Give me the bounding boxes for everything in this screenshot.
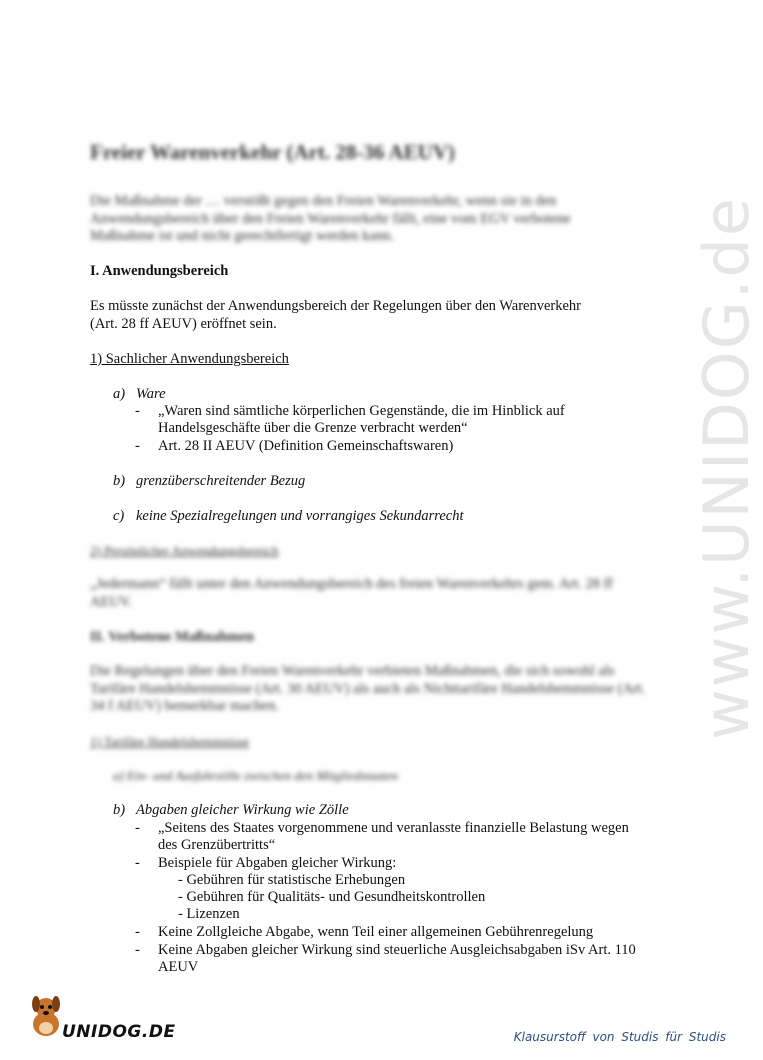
bullet-ware-def-line-1: „Waren sind sämtliche körperlichen Gegenstände, die im Hinblick auf (158, 403, 565, 419)
bullet-dash: - (135, 438, 140, 454)
persoenlich-text: „Jedermann“ fällt unter den Anwendungsbereich des freien Warenverkehrs gem. Art. 28 ff AEUV. (90, 576, 613, 610)
sub-bullet-lizenzen: - Lizenzen (178, 906, 240, 922)
logo-text: UNIDOG.DE (62, 1022, 176, 1042)
item-label-spezial: keine Spezialregelungen und vorrangiges Sekundarrecht (136, 508, 464, 524)
subheading-sachlich: 1) Sachlicher Anwendungsbereich (90, 351, 289, 367)
item-zoelle: a) Ein- und Ausfuhrzölle zwischen den Mitgliedstaaten (113, 768, 399, 783)
section-heading-anwendungsbereich: I. Anwendungsbereich (90, 263, 229, 279)
document-title: Freier Warenverkehr (Art. 28-36 AEUV) (90, 140, 455, 164)
section-text-line-1: Es müsste zunächst der Anwendungsbereich der Regelungen über den Warenverkehr (90, 298, 581, 314)
section-heading-verbotene: II. Verbotene Maßnahmen (90, 629, 254, 645)
item-marker-c: c) (113, 508, 125, 524)
footer-tagline: Klausurstoff von Studis für Studis (513, 1030, 726, 1044)
bullet-ausgleichsabgaben-line-2: AEUV (158, 959, 199, 975)
item-marker-b2: b) (113, 802, 126, 818)
bullet-dash: - (135, 820, 140, 836)
subheading-persoenlich: 2) Persönlicher Anwendungsbereich (90, 543, 279, 558)
bullet-abgaben-def-line-2: des Grenzübertritts“ (158, 837, 276, 853)
bullet-dash: - (135, 942, 140, 958)
section-text-line-2: (Art. 28 ff AEUV) eröffnet sein. (90, 316, 277, 332)
sub-bullet-statistik: - Gebühren für statistische Erhebungen (178, 872, 406, 888)
item-marker-b: b) (113, 473, 126, 489)
item-label-bezug: grenzüberschreitender Bezug (136, 473, 306, 489)
bullet-art28: Art. 28 II AEUV (Definition Gemeinschaftswaren) (158, 438, 454, 454)
item-label-abgaben: Abgaben gleicher Wirkung wie Zölle (136, 802, 349, 818)
item-marker-a: a) (113, 386, 126, 402)
sub-bullet-kontrollen: - Gebühren für Qualitäts- und Gesundheitskontrollen (178, 889, 486, 905)
bullet-dash: - (135, 924, 140, 940)
watermark: www.UNIDOG.de (690, 196, 763, 740)
bullet-keine-zollgleiche: Keine Zollgleiche Abgabe, wenn Teil einer allgemeinen Gebührenregelung (158, 924, 594, 940)
bullet-dash: - (135, 403, 140, 419)
intro-paragraph: Die Maßnahme der … verstößt gegen den Freien Warenverkehr, wenn sie in den Anwendungsbereich über den Freien Warenverkehr fällt, eine vom EGV verbotene Maßnahme ist und nicht gerechtfertigt werden kann. (90, 193, 571, 244)
bullet-ausgleichsabgaben-line-1: Keine Abgaben gleicher Wirkung sind steuerliche Ausgleichsabgaben iSv Art. 110 (158, 942, 636, 958)
bullet-ware-def-line-2: Handelsgeschäfte über die Grenze verbracht werden“ (158, 420, 468, 436)
subheading-tarifaer: 1) Tarifäre Handelshemmnisse (90, 734, 250, 749)
verbotene-text: Die Regelungen über den Freien Warenverkehr verbieten Maßnahmen, die sich sowohl als Tarifäre Handelshemmnisse (Art. 30 AEUV) als auch als Nichttarifäre Handelshemmnisse (Art. 34 f AEUV) bemerkbar machen. (90, 663, 646, 714)
unidog-logo (26, 992, 66, 1045)
item-label-ware: Ware (136, 386, 166, 402)
bullet-beispiele: Beispiele für Abgaben gleicher Wirkung: (158, 855, 397, 871)
dog-icon (26, 992, 66, 1040)
bullet-abgaben-def-line-1: „Seitens des Staates vorgenommene und veranlasste finanzielle Belastung wegen (158, 820, 629, 836)
bullet-dash: - (135, 855, 140, 871)
